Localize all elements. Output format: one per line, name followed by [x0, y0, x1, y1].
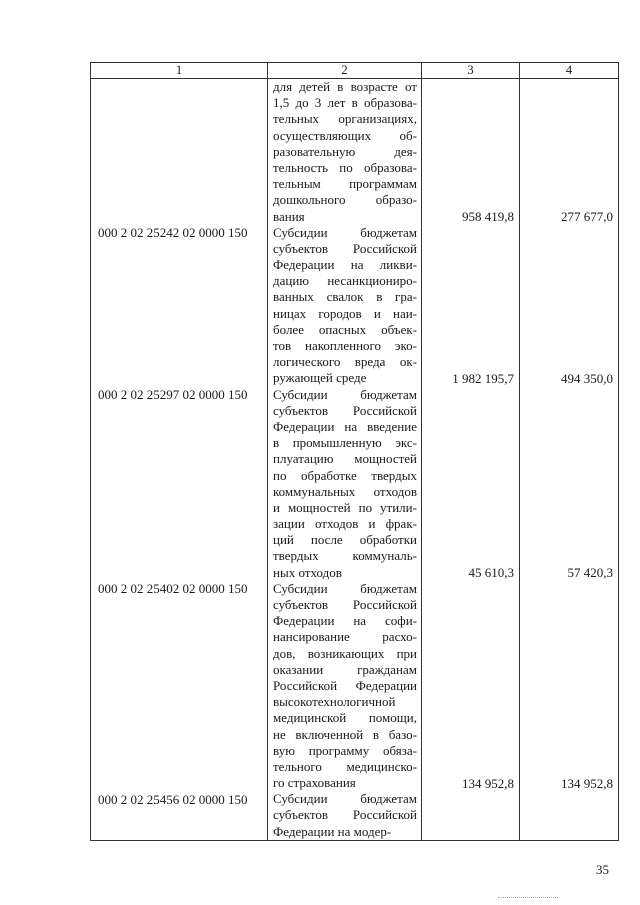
- description-line: ных отходов: [273, 564, 342, 580]
- description-line: вую программу обяза-: [273, 742, 417, 758]
- description-line: вания: [273, 208, 305, 224]
- description-line: тов накопленного эко-: [273, 338, 417, 353]
- description-line: нансирование расхо-: [273, 629, 417, 645]
- value-column-3: [422, 79, 520, 841]
- description-line: не включенной в базо-: [273, 726, 417, 742]
- description-line: Субсидии бюджетам: [273, 580, 417, 596]
- description-line: Субсидии бюджетам: [273, 386, 417, 402]
- header-col-2: 2: [268, 63, 422, 79]
- description-line: в промышленную экс-: [273, 435, 417, 451]
- description-line: Субсидии бюджетам: [273, 224, 417, 240]
- amount-col-4: 494 350,0: [561, 370, 613, 386]
- description-line: субъектов Российской: [273, 597, 417, 612]
- description-line: Субсидии бюджетам: [273, 791, 417, 807]
- description-line: тельных организациях,: [273, 111, 417, 127]
- description-line: оказании гражданам: [273, 661, 417, 677]
- amount-col-3: 45 610,3: [468, 565, 514, 580]
- amount-col-4: 57 420,3: [567, 565, 613, 580]
- description-line: Федерации на модер-: [273, 823, 392, 839]
- header-col-1: 1: [91, 63, 268, 79]
- description-line: дов, возникающих при: [273, 645, 417, 661]
- description-line: го страхования: [273, 775, 356, 791]
- description-line: дошкольного образо-: [273, 192, 417, 208]
- description-line: тельного медицинско-: [273, 758, 417, 774]
- description-line: Российской Федерации: [273, 677, 417, 693]
- description-line: Федерации на софи-: [273, 613, 417, 629]
- description-line: ванных свалок в гра-: [273, 289, 417, 305]
- description-line: для детей в возрасте от: [273, 79, 417, 94]
- amount-col-3: 134 952,8: [462, 775, 514, 791]
- description-line: более опасных объек-: [273, 321, 417, 337]
- description-line: по обработке твердых: [273, 467, 417, 483]
- description-line: дацию несанкциониро-: [273, 273, 417, 289]
- table-row: [91, 79, 619, 841]
- description-line: 1,5 до 3 лет в образова-: [273, 95, 417, 111]
- budget-code: 000 2 02 25456 02 0000 150: [98, 791, 248, 807]
- description-line: ницах городов и наи-: [273, 305, 417, 321]
- footer-dots: [498, 897, 558, 898]
- budget-code: 000 2 02 25297 02 0000 150: [98, 386, 248, 402]
- description-line: Федерации на ликви-: [273, 257, 417, 273]
- description-line: тельность по образова-: [273, 159, 417, 175]
- description-line: медицинской помощи,: [273, 710, 417, 726]
- description-line: тельным программам: [273, 176, 417, 192]
- description-line: субъектов Российской: [273, 807, 417, 823]
- description-line: Федерации на введение: [273, 418, 417, 434]
- amount-col-3: 958 419,8: [462, 208, 514, 224]
- amount-col-4: 134 952,8: [561, 775, 613, 791]
- description-line: осуществляющих об-: [273, 127, 417, 143]
- description-line: твердых коммуналь-: [273, 548, 417, 564]
- description-line: и мощностей по утили-: [273, 499, 417, 515]
- description-line: разовательную дея-: [273, 143, 417, 159]
- budget-table: [90, 62, 619, 841]
- description-line: ций после обработки: [273, 532, 417, 548]
- description-line: субъектов Российской: [273, 240, 417, 256]
- description-line: ружающей среде: [273, 370, 367, 386]
- table-header-row: [91, 63, 619, 79]
- description-line: субъектов Российской: [273, 402, 417, 418]
- budget-code: 000 2 02 25242 02 0000 150: [98, 224, 248, 240]
- header-col-4: 4: [520, 63, 619, 79]
- description-line: высокотехнологичной: [273, 694, 396, 710]
- amount-col-3: 1 982 195,7: [452, 370, 514, 386]
- amount-col-4: 277 677,0: [561, 208, 613, 224]
- description-line: логического вреда ок-: [273, 354, 417, 370]
- page-number: 35: [596, 862, 609, 877]
- description-line: коммунальных отходов: [273, 483, 417, 499]
- description-line: плуатацию мощностей: [273, 451, 417, 467]
- value-column-4: [520, 79, 619, 841]
- header-col-3: 3: [422, 63, 520, 79]
- code-column: [91, 79, 268, 841]
- budget-code: 000 2 02 25402 02 0000 150: [98, 581, 248, 597]
- description-line: зации отходов и фрак-: [273, 516, 417, 532]
- description-column: [268, 79, 422, 841]
